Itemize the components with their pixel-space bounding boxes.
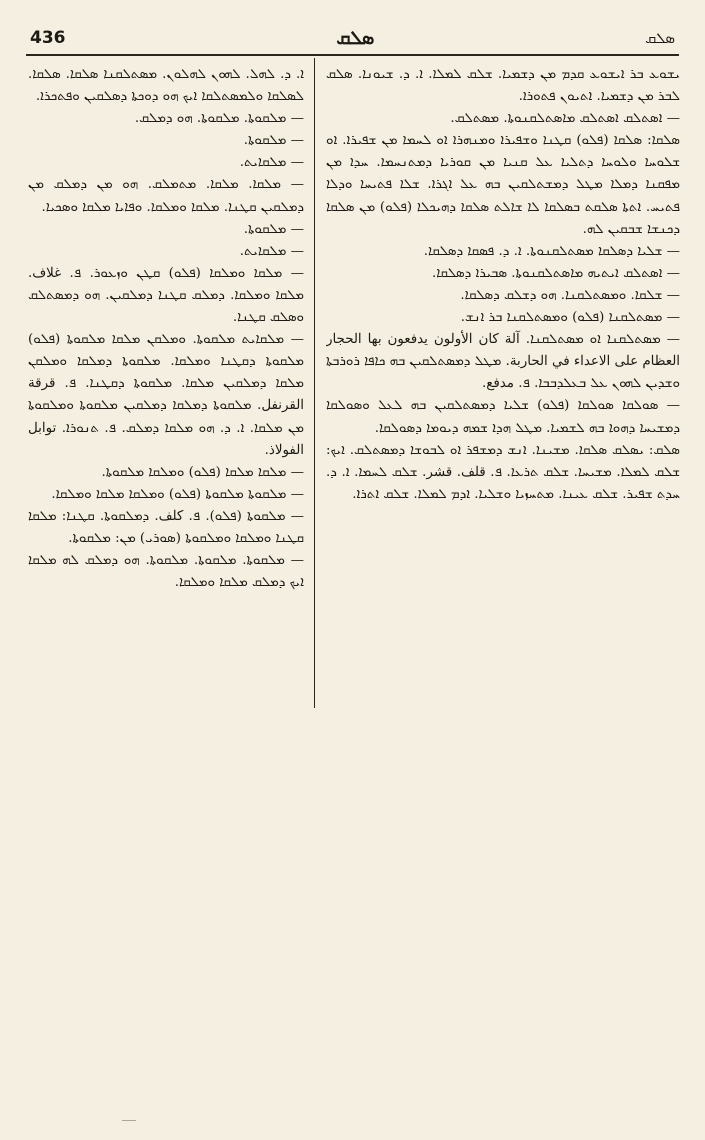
dictionary-entry: — ܫܠܝܐ ܕܣܠܩܐ ܡܣܬܠܩܢܘܬܐ. ܐ. ܕ. ܦܣܩܐ ܕܣܠܩܐ. bbox=[423, 243, 680, 259]
catchword: ܣܠܩ bbox=[645, 29, 675, 47]
dictionary-entry: — ܣܘܠܩܐ ܣܘܠܩܐ (ܦܠܘ) ܫܠܝܐ ܕܡܣܬܠܩܝܢ ܒܗ ܠܥܠ ܘܣܘܠܩܐ ܕܡܫܝܚܐ ܕܗܘܐ ܒܗ ܠܫܡܝܐ. ܡܛܠ ܗܕܐ ܫܡܗ ܕܝܘܡܐ ܕܣܘܠܩܐ. bbox=[326, 398, 680, 436]
dictionary-entry: — ܡܠܩܐ ܘܡܠܩܐ (ܦܠܘ) ܩܛܢ ܘܙܥܘܪ. ܦ. غلاف. ܡܠܩܐ ܘܡܠܩܐ. ܕܡܠܩ ܩܛܢܐ ܕܡܠܩܝܢ. ܗܘ ܕܡܣܬܠܩ ܘܣܠܩ ܩܛܢܐ. bbox=[28, 265, 304, 326]
dictionary-entry: — ܐܣܬܠܩ ܐܣܬܠܩ ܡܐܣܬܠܩܢܘܬܐ. ܡܣܬܠܩ. bbox=[450, 111, 680, 127]
dictionary-entry: — ܡܠܩܐܝܬ. bbox=[239, 155, 304, 171]
running-title: ܣܠܩ bbox=[336, 27, 375, 49]
dictionary-entry: — ܡܠܩܐܝܬ. bbox=[239, 243, 304, 259]
dictionary-entry: — ܐܣܬܠܩ ܐܝܬܝܗ ܡܐܣܬܠܩܢܘܬܐ. ܣܒܝܪܐ ܕܣܠܩܐ. bbox=[431, 265, 680, 281]
right-column bbox=[326, 64, 680, 714]
column-divider bbox=[314, 58, 315, 708]
dictionary-entry: — ܡܠܩܐ. ܡܠܩܐ. ܡܬܡܠܩ. ܗܘ ܡܢ ܕܡܠܩ ܡܢ ܕܡܠܩܝܢ ܩܛܢܐ. ܡܠܩܐ ܘܡܠܩܐ. ܘܦܐܝܐ ܡܠܩܐ ܘܣܟܝܐ. bbox=[28, 177, 304, 215]
dictionary-entry: — ܡܠܩܐ ܡܠܩܐ (ܦܠܘ) ܘܡܠܩܐ ܡܠܩܘܬܐ. bbox=[101, 464, 304, 480]
dictionary-entry: — ܡܠܩܘܬܐ. ܡܠܩܘܬܐ. ܗܘ ܕܡܠܩ. bbox=[134, 111, 304, 127]
dictionary-entry: — ܡܣܬܠܩܢܐ (ܦܠܘ) ܘܡܣܬܠܩܢܐ ܒܪ ܐܢܫ. bbox=[460, 310, 680, 326]
dictionary-entry: ܝܫܘܥ ܒܪ ܐܝܫܘܥ ܩܕܡ ܡܢ ܕܫܡܝܐ. ܫܠܩ ܠܡܠܐ. ܐ. ܕ. ܫܝܘܢܐ. ܣܠܩ ܠܒܪ ܡܢ ܕܫܡܝܐ. ܐܬܝܘܢ ܦܬܘܪܐ. bbox=[326, 67, 680, 105]
header-rule bbox=[26, 54, 679, 56]
dictionary-entry: — ܫܠܩܐ. ܘܡܣܬܠܩܢܐ. ܗܘ ܕܫܠܩ ܕܣܠܩܐ. bbox=[460, 287, 680, 303]
dictionary-entry: — ܡܠܩܘܬܐ. ܡܠܩܘܬܐ. ܡܠܩܘܬܐ. ܗܘ ܕܡܠܩ ܠܗ ܡܠܩܐ ܐܝܟ ܕܡܠܩ ܡܠܩܐ ܘܡܠܩܐ. bbox=[28, 553, 304, 591]
page-number: 436 bbox=[30, 28, 66, 48]
dictionary-entry: — ܡܠܩܘܬܐ. bbox=[243, 221, 304, 237]
dictionary-entry: ܣܠܩܐ: ܣܠܩܐ (ܦܠܘ) ܩܛܢܐ ܘܫܦܝܪܐ ܘܡܢܗܪܐ ܐܘ ܠܚܡܐ ܡܢ ܫܦܝܪܐ. ܐܘ ܫܠܘܚܐ ܘܠܘܚܐ ܕܬܠܝܐ ܥܠ ܩܢܝܐ ܡܢ ܩܘܪܝܐ ܕܡܬܢܚܡܐ. ܚܕܐ ܡܢ ܡܦܩܢܐ ܕܡܠܐ ܡܛܠ ܕܡܫܬܠܩܝܢ ܒܗ ܥܠ ܐܓܪܐ. ܫܠܐ ܦܬܝܚܐ ܘܕܠܐ ܦܬܝܚ. ܐܬܬܐ ܣܠܩܬ ܒܣܠܩܐ ܠܐ ܫܐܠܬ ܣܠܩܐ ܕܗܝܟܠܐ (ܦܠܘ) ܡܢ ܣܠܩܐ ܕܟܢܫܐ ܫܒܩܝܢ ܠܗ. bbox=[326, 133, 680, 237]
left-column bbox=[28, 64, 304, 714]
dictionary-entry: ܣܠܩ: ܝܣܠܩ ܣܠܩܐ. ܡܫܝܢܐ. ܐܢܫ ܕܡܫܦܪ ܐܘ ܠܒܘܫܐ ܕܡܣܬܠܩ. ܐܝܟ: ܫܠܩ ܠܡܠܐ. ܡܫܝܚܐ. ܫܠܩ ܬܪܥܐ. ܦ. قلف. قشر. ܫܠܩ ܠܚܡܐ. ܐ. ܕ. ܚܕܬ ܫܦܝܪ. ܫܠܩ ܥܝܢܐ. ܡܬܚܙܝܐ ܘܫܠܝܐ. ܐܕܡ ܠܡܠܐ. ܫܠܩ ܐܬܪܐ. bbox=[326, 442, 680, 502]
dictionary-entry: — ܡܠܩܘܬܐ ܡܠܩܘܬܐ (ܦܠܘ) ܘܡܠܩܐ ܡܠܩܐ ܘܡܠܩܐ. bbox=[51, 486, 304, 502]
dictionary-entry: — ܡܣܬܠܩܢܐ ܐܘ ܡܣܬܠܩܢܐ. آلة كان الأولون يدفعون بها الحجار العظام على الاعداء في الحاربة. ܡܛܠ ܕܡܣܬܠܩܝܢ ܒܗ ܟܐܦܐ ܪܘܪܒܬܐ ܘܫܕܝܢ ܠܗܘܢ ܥܠ ܒܥܠܕܒܒܐ. ܦ. مدفع. bbox=[326, 332, 680, 392]
page-header bbox=[30, 24, 675, 52]
dictionary-entry: — ܡܠܩܐܝܬ ܡܠܩܘܬܐ. ܘܡܠܩܢ ܡܠܩܐ ܡܠܩܘܬܐ (ܦܠܘ) ܡܠܩܘܬܐ ܕܩܛܢܐ ܘܡܠܩܐ. ܡܠܩܘܬܐ ܕܡܠܩܐ ܘܡܠܩܢ ܡܠܩܐ ܕܡܠܩܝܢ ܡܠܩܐ. ܡܠܩܘܬܐ ܕܩܛܢܐ. ܦ. قرقة القرنفل. ܡܠܩܘܬܐ ܕܡܠܩܐ ܕܡܠܩܝܢ ܡܠܩܘܬܐ ܘܡܠܩܘܬܐ ܡܢ ܡܠܩܐ. ܐ. ܕ. ܗܘ ܡܠܩܐ ܕܡܠܩ. ܦ. ܬܢܘܪܐ. توابل الفولاذ. bbox=[28, 332, 304, 458]
paper-mark bbox=[122, 1120, 136, 1127]
dictionary-entry: ܐ. ܕ. ܠܗܠ. ܠܗܘܢ ܠܗܠܘܢ. ܡܣܬܠܩܢܐ ܣܠܩܐ. ܣܠܩܐ. ܠܣܠܩܐ ܘܠܡܣܬܠܩܐ ܐܝܟ ܗܘ ܕܘܟܬܐ ܕܣܠܩܝܢ ܘܦܬܟܪܐ. bbox=[28, 67, 304, 105]
dictionary-entry: — ܡܠܩܘܬܐ. bbox=[243, 133, 304, 149]
dictionary-entry: — ܡܠܩܘܬܐ (ܦܠܘ). ܦ. كلف. ܕܡܠܩܘܬܐ. ܩܛܢܐ: ܡܠܩܐ ܩܛܢܐ ܘܡܠܩܐ ܘܡܠܩܘܬܐ (ܣܘܪܝ) ܡܢ: ܡܠܩܘܬܐ. bbox=[28, 508, 304, 546]
